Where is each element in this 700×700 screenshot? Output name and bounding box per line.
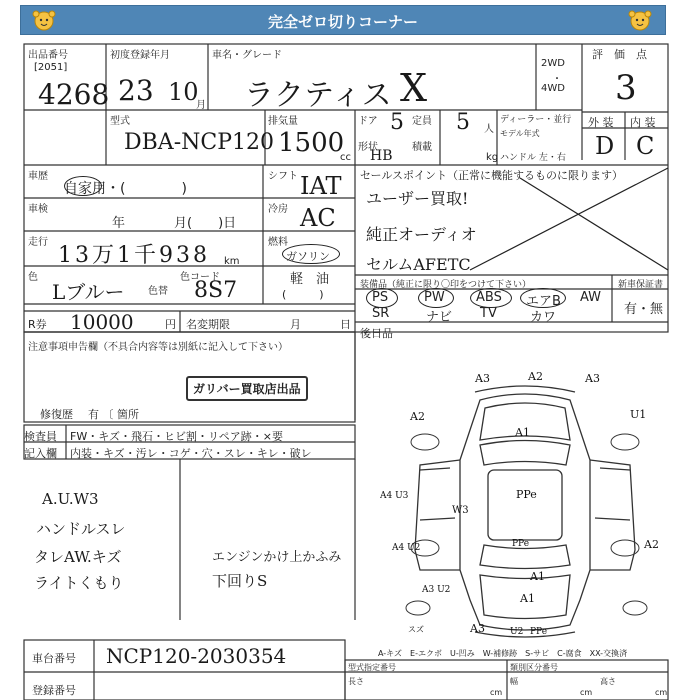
damage-mark: A1 [515, 426, 530, 439]
equip-pw: PW [424, 290, 445, 305]
chassis-label: 車台番号 [32, 652, 76, 665]
person-unit: 人 [484, 124, 494, 135]
grade: X [400, 66, 428, 110]
shift-label: シフト [268, 171, 298, 182]
color-code-label: 色コード [180, 272, 220, 283]
name-grade-label: 車名・グレード [212, 50, 282, 61]
exterior-label: 外 装 [588, 116, 614, 129]
ac-label: 冷房 [268, 204, 288, 215]
exterior-grade: D [595, 132, 615, 160]
inspection-month: 月( )日 [174, 216, 237, 231]
equip-leather: カワ [530, 310, 557, 325]
drive-2wd: 2WD [541, 58, 565, 69]
hand-note: 下回りS [212, 572, 268, 590]
doors: 5 [390, 110, 404, 135]
capacity-label: 定員 [412, 116, 432, 127]
equip-abs: ABS [476, 290, 502, 305]
recycle-amount: 10000 [70, 310, 134, 334]
lot-number: 4268 [38, 78, 110, 111]
category-label: 類別区分番号 [510, 663, 558, 672]
score: 3 [615, 68, 637, 108]
inspection-year: 年 [112, 216, 126, 231]
equip-tv: TV [480, 306, 497, 321]
mileage-label: 走行 [28, 237, 48, 248]
model-year-label: モデル年式 [500, 129, 540, 138]
chassis-number: NCP120-2030354 [106, 644, 287, 668]
history-label: 車歴 [28, 171, 48, 182]
equipment-label: 装備品（純正に限り〇印をつけて下さい） [360, 280, 532, 290]
height-label: 高さ [600, 677, 616, 686]
equip-ps-circle [366, 288, 398, 308]
damage-mark: U1 [630, 408, 647, 421]
interior-grade: C [636, 132, 655, 160]
capacity: 5 [456, 110, 470, 135]
damage-mark: PPe [530, 627, 548, 637]
shape-label: 形状 [358, 142, 378, 153]
damage-mark: PPe [516, 488, 537, 501]
displacement-label: 排気量 [268, 116, 298, 127]
transfer-month: 月 [290, 318, 301, 331]
score-label: 評 価 点 [592, 48, 647, 61]
inspection-label: 車検 [28, 204, 48, 215]
load-label: 積載 [412, 142, 432, 153]
sales-point-item: 純正オーディオ [366, 225, 477, 244]
yen-unit: 円 [165, 318, 176, 331]
fuel-gas: ガソリン [286, 250, 330, 263]
damage-mark: A2 [644, 538, 659, 551]
equip-pw-circle [418, 288, 454, 308]
cm-unit: cm [580, 688, 593, 697]
hand-note: ハンドルスレ [36, 520, 126, 538]
sales-point-item: セルムAFETC [366, 255, 471, 274]
shift: IAT [300, 172, 342, 200]
color: Lブルー [52, 280, 125, 304]
cm-unit: cm [490, 688, 503, 697]
fuel-label: 燃料 [268, 237, 288, 248]
first-reg-label: 初度登録年月 [110, 50, 170, 61]
lot-sub: [2051] [34, 62, 68, 73]
inspector-label-2: 記入欄 [24, 447, 57, 460]
ac: AC [300, 204, 336, 232]
hand-note: A.U.W3 [42, 490, 99, 508]
displacement: 1500 [278, 128, 345, 158]
diagram-legend: A-キズ E-エクボ U-凹み W-補修跡 S-サビ C-腐食 XX-交換済 [378, 649, 628, 658]
banner-title: 完全ゼロ切りコーナー [267, 13, 418, 31]
kg-unit: kg [486, 152, 499, 163]
notes-label: 注意事項申告欄（不具合内容等は別紙に記入して下さい） [28, 342, 288, 353]
damage-mark: A3 U2 [422, 585, 451, 595]
damage-mark: A3 [585, 372, 600, 385]
width-label: 幅 [510, 677, 518, 686]
sales-point-item: ユーザー買取! [366, 189, 469, 208]
inspector-row-1: FW・キズ・飛石・ヒビ割・リペア跡・×要 [70, 430, 283, 443]
length-label: 長さ [348, 677, 364, 686]
month-unit: 月 [196, 100, 206, 111]
rear-label: 後日品 [360, 327, 393, 340]
history-circle [64, 176, 102, 196]
equip-navi: ナビ [426, 310, 453, 325]
damage-mark: A3 [470, 622, 485, 635]
color-code: 8S7 [194, 278, 238, 303]
door-label: ドア [358, 116, 378, 127]
equip-airbag-circle [520, 288, 566, 308]
equip-ps: PS [372, 290, 389, 305]
km-unit: km [224, 256, 240, 267]
fuel-diesel: 軽 油 [290, 272, 330, 287]
equip-airbag: エアB [526, 294, 561, 309]
color-label: 色 [28, 272, 38, 283]
model: DBA-NCP120 [124, 130, 275, 155]
gulliver-stamp: ガリバー買取店出品 [186, 376, 308, 401]
lot-label: 出品番号 [28, 50, 68, 61]
equip-sr: SR [372, 306, 390, 321]
reg-month: 10 [168, 78, 199, 106]
equip-abs-circle [470, 288, 512, 308]
damage-mark: A1 [520, 592, 535, 605]
hand-note: ライトくもり [34, 574, 124, 592]
fuel-circle [282, 244, 340, 264]
damage-mark: A2 [410, 410, 425, 423]
drive-4wd: 4WD [541, 83, 565, 94]
car-diagram [380, 370, 670, 640]
hand-note: タレAW.キズ [34, 548, 122, 566]
damage-mark: PPe [512, 539, 530, 549]
cc-unit: cc [340, 152, 351, 163]
damage-mark: A4 U3 [380, 491, 409, 501]
cm-unit: cm [655, 688, 668, 697]
new-warranty-label: 新車保証書 [618, 280, 664, 290]
equip-aw: AW [580, 290, 602, 305]
repair-value: 有 〔 箇所 [88, 408, 139, 421]
damage-mark: A1 [530, 570, 545, 583]
damage-mark: U2 [510, 627, 524, 637]
damage-mark: スズ [408, 625, 424, 634]
damage-mark: W3 [452, 505, 469, 516]
sales-points-label: セールスポイント（正常に機能するものに限ります） [360, 169, 624, 182]
model-spec-label: 型式指定番号 [348, 663, 396, 672]
damage-mark: A2 [528, 370, 543, 383]
history: 自家用・( ) [64, 181, 187, 197]
drive-dot: ・ [552, 74, 562, 85]
fuel-paren: ( ) [282, 288, 324, 301]
reg-label: 登録番号 [32, 684, 76, 697]
model-label: 型式 [110, 116, 130, 127]
repair-label: 修復歴 [40, 408, 73, 421]
shape: HB [370, 148, 393, 164]
car-name: ラクティス [244, 78, 392, 113]
inspector-label-1: 検査員 [24, 430, 57, 443]
damage-mark: A3 [475, 372, 490, 385]
dealer-label: ディーラー・並行 [500, 115, 572, 125]
inspector-row-2: 内装・キズ・汚レ・コゲ・穴・スレ・キレ・破レ [70, 447, 312, 460]
transfer-day: 日 [340, 318, 351, 331]
handle-label: ハンドル 左・右 [500, 153, 566, 163]
reg-year: 23 [118, 74, 154, 107]
warranty-value: 有・無 [624, 302, 664, 317]
color-change-label: 色替 [148, 286, 168, 297]
interior-label: 内 装 [630, 116, 656, 129]
transfer-label: 名変期限 [186, 318, 230, 331]
hand-note: エンジンかけ上かふみ [212, 550, 342, 565]
damage-mark: A4 U2 [392, 543, 421, 553]
recycle-label: R券 [28, 318, 47, 331]
mileage: 13万1千938 [58, 243, 210, 268]
